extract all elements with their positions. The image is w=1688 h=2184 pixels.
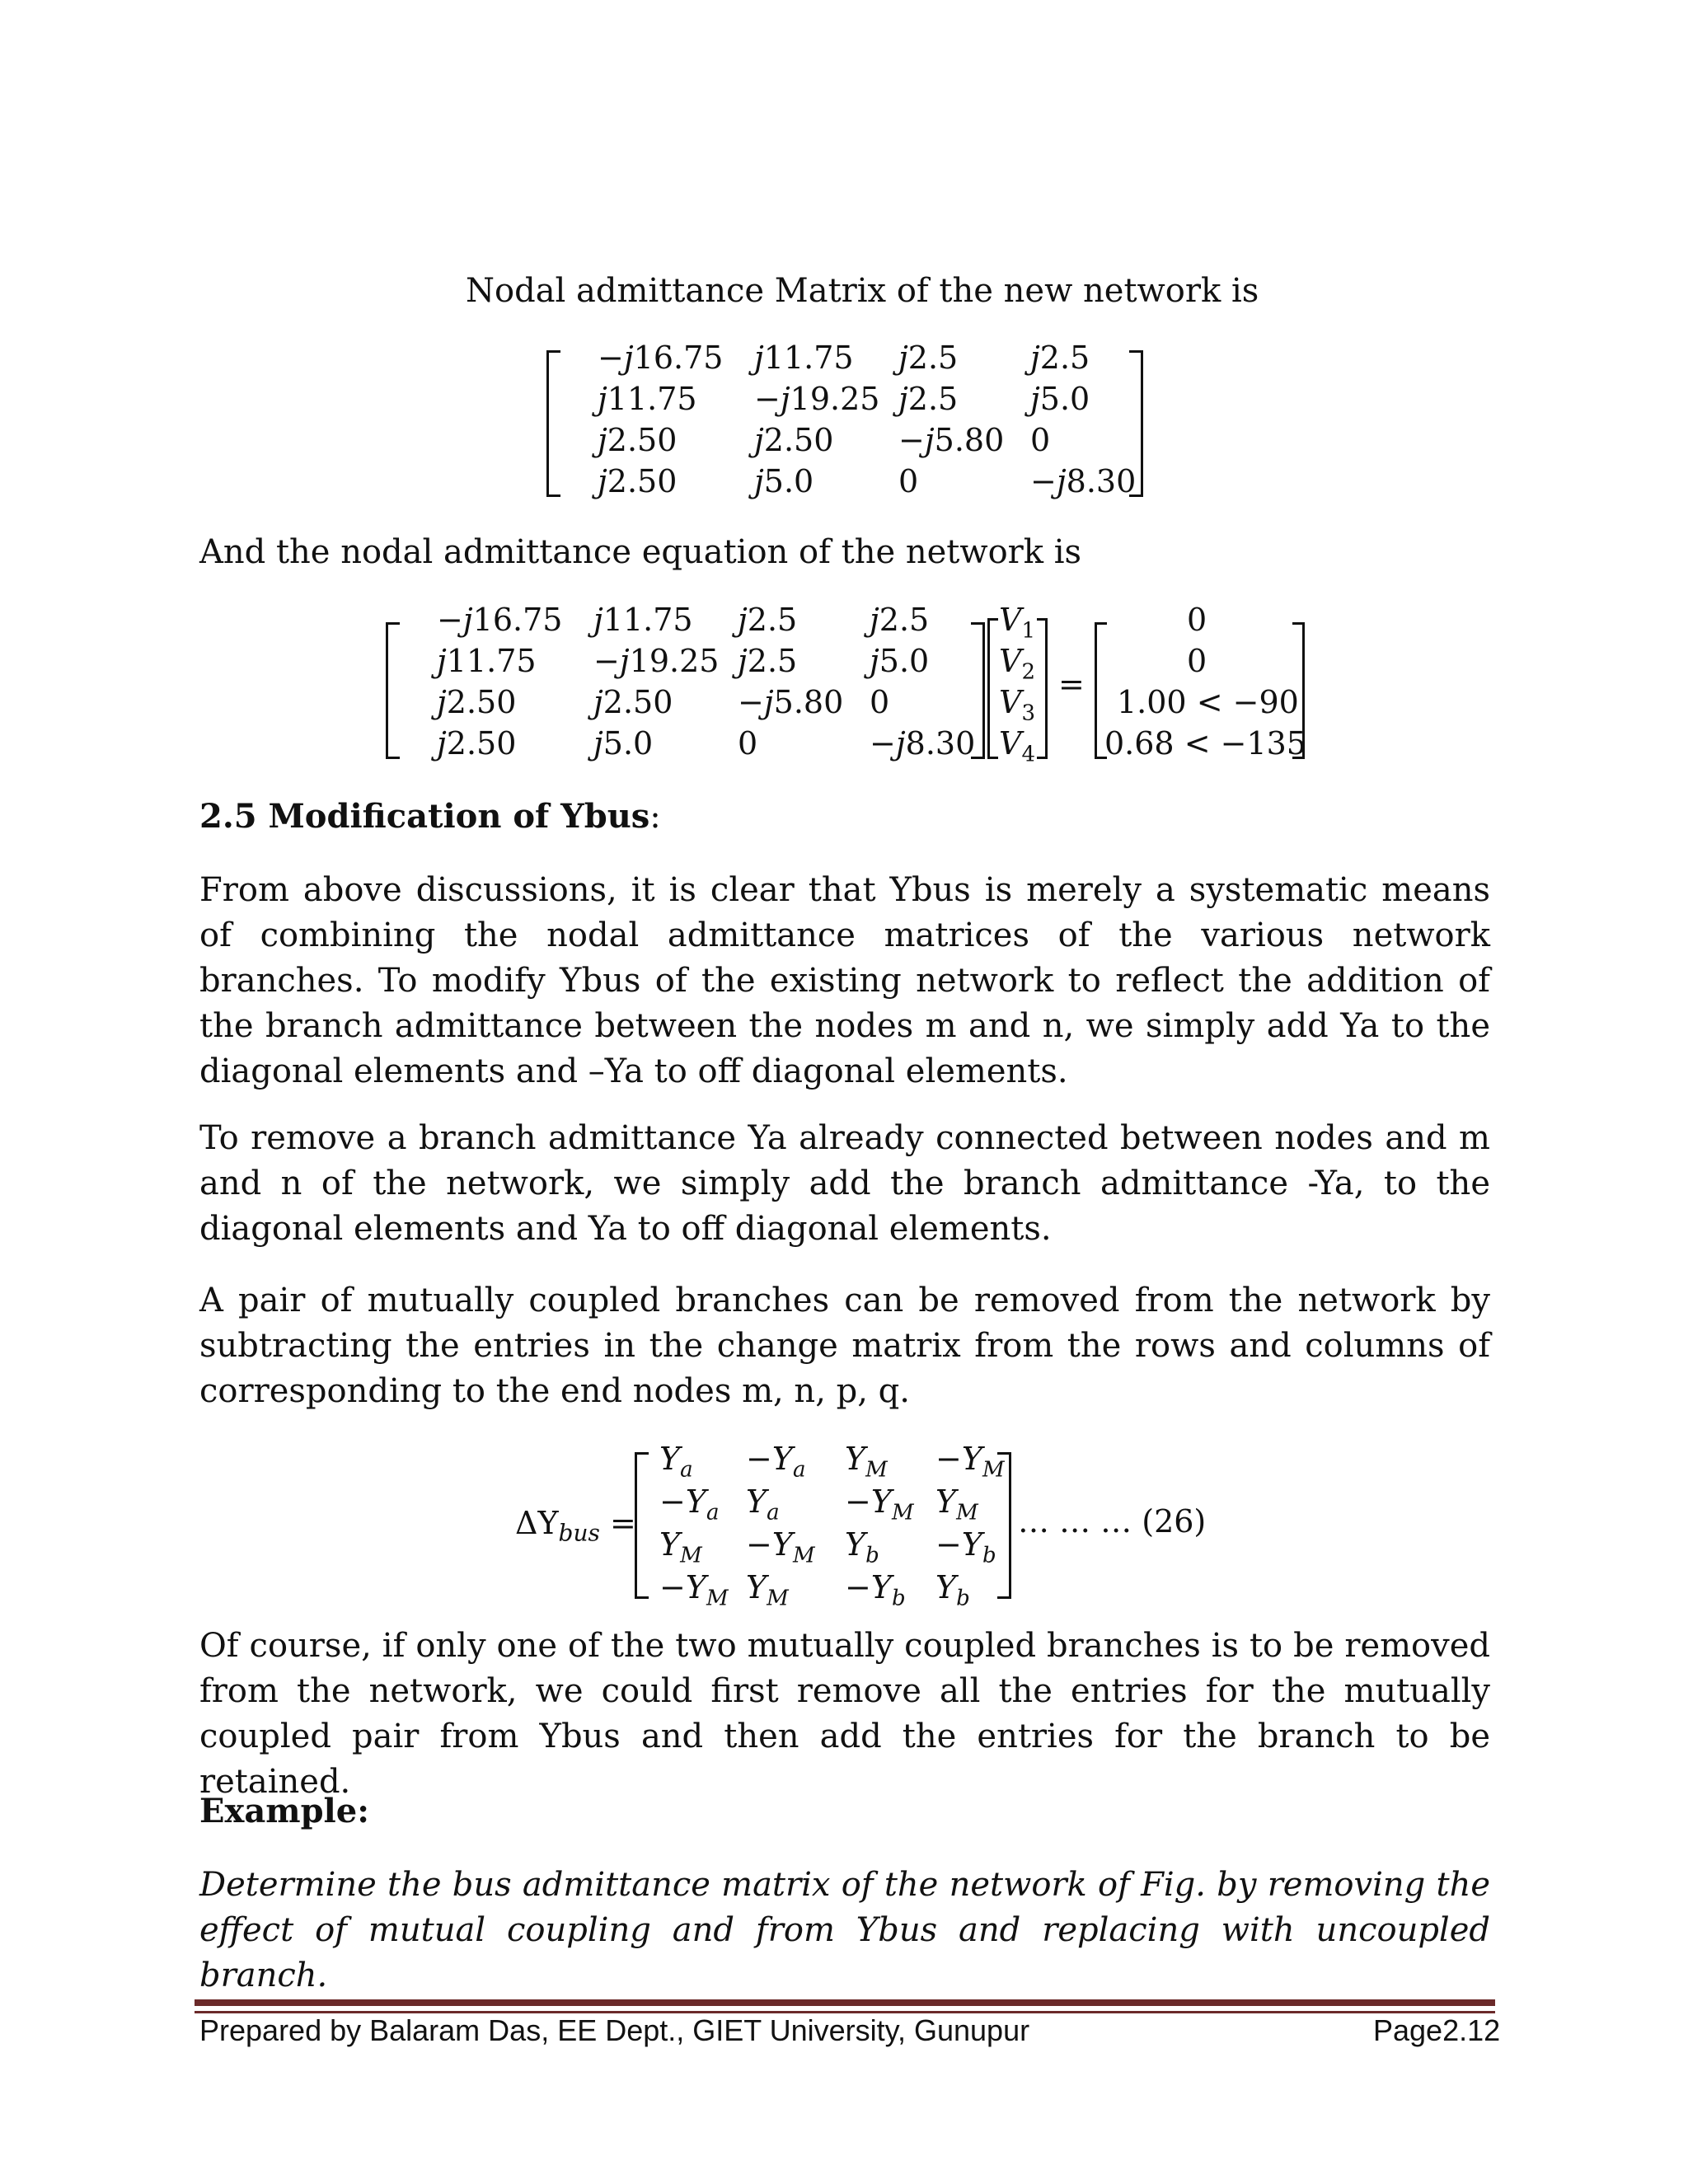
matrix1-cell: −j16.75 bbox=[598, 340, 724, 376]
current-vector-entry: 0.68 < −135 bbox=[1104, 725, 1306, 762]
matrix1-cell: j5.0 bbox=[754, 463, 814, 499]
voltage-vector-entry: $V_3$ bbox=[999, 684, 1035, 726]
matrix1-cell: j5.0 bbox=[1030, 381, 1090, 417]
equation-matrix-cell: j2.5 bbox=[738, 602, 798, 638]
equation-matrix-cell: 0 bbox=[738, 725, 758, 762]
delta-matrix-cell: $-Y_a$ bbox=[746, 1441, 806, 1483]
equals-sign: = bbox=[1058, 666, 1085, 702]
matrix1-cell: j2.50 bbox=[598, 422, 678, 458]
intro-text-2: And the nodal admittance equation of the network is bbox=[199, 533, 1082, 571]
delta-matrix-cell: $Y_a$ bbox=[746, 1483, 780, 1526]
equation-matrix-cell: j11.75 bbox=[593, 602, 693, 638]
equation-matrix-cell: j2.5 bbox=[738, 643, 798, 679]
equation-matrix-cell: −j8.30 bbox=[870, 725, 976, 762]
equation-matrix-cell: −j19.25 bbox=[593, 643, 720, 679]
delta-matrix-cell: $-Y_a$ bbox=[659, 1483, 720, 1526]
equation-matrix-cell: −j16.75 bbox=[437, 602, 563, 638]
equation-matrix-cell: j11.75 bbox=[437, 643, 537, 679]
equation-number: … … … (26) bbox=[1018, 1503, 1207, 1540]
paragraph-1: From above discussions, it is clear that Ybus is merely a systematic means of combining the nodal admittance matrices of the various network branches. To modify Ybus of the existing network to reflect the addition of the branch admittance between the nodes m and n, we simply add Ya to the diagonal elements and –Ya to off diagonal elements. bbox=[199, 871, 1490, 1090]
equation-matrix-cell: 0 bbox=[870, 684, 890, 720]
delta-matrix-cell: $Y_a$ bbox=[659, 1441, 693, 1483]
matrix1-cell: j2.5 bbox=[898, 381, 959, 417]
delta-matrix-cell: $Y_M$ bbox=[845, 1441, 888, 1483]
delta-matrix-cell: $Y_M$ bbox=[746, 1569, 789, 1611]
equation-matrix-cell: j2.50 bbox=[437, 725, 517, 762]
example-heading: Example: bbox=[199, 1792, 369, 1830]
footer-page-number: Page2.12 bbox=[1373, 2013, 1501, 2047]
delta-matrix-cell: $Y_b$ bbox=[935, 1569, 970, 1611]
voltage-vector-entry: $V_2$ bbox=[999, 643, 1035, 685]
voltage-vector-entry: $V_1$ bbox=[999, 602, 1035, 644]
section-heading-text: 2.5 Modification of Ybus bbox=[199, 797, 650, 836]
footer-rule-thick bbox=[195, 1999, 1495, 2006]
paragraph-2: To remove a branch admittance Ya already connected between nodes and m and n of the network, we simply add the branch admittance -Ya, to the diagonal elements and Ya to off diagonal elements. bbox=[199, 1119, 1490, 1248]
matrix1-cell: j11.75 bbox=[598, 381, 697, 417]
delta-ybus-lhs: $\Delta Y_{bus}$ = bbox=[515, 1505, 636, 1547]
matrix1-cell: j2.5 bbox=[898, 340, 959, 376]
matrix1-cell: −j19.25 bbox=[754, 381, 880, 417]
matrix1-cell: j2.5 bbox=[1030, 340, 1090, 376]
delta-matrix-cell: $Y_M$ bbox=[659, 1526, 702, 1568]
eq-matrix-left-bracket bbox=[386, 622, 400, 759]
vector-right-bracket bbox=[1037, 618, 1048, 759]
equation-matrix-cell: j2.5 bbox=[870, 602, 930, 638]
paragraph-3: A pair of mutually coupled branches can be removed from the network by subtracting the entries in the change matrix from the rows and columns of corresponding to the end nodes m, n, p, q. bbox=[199, 1282, 1490, 1410]
matrix1-cell: 0 bbox=[1030, 422, 1051, 458]
matrix1-cell: j2.50 bbox=[754, 422, 834, 458]
example-text: Determine the bus admittance matrix of the network of Fig. by removing the effect of mutual coupling and from Ybus and replacing with uncoupled branch. bbox=[199, 1866, 1490, 1994]
delta-matrix-cell: $-Y_M$ bbox=[746, 1526, 815, 1568]
current-vector-entry: 0 bbox=[1187, 602, 1207, 638]
delta-matrix-cell: $Y_b$ bbox=[845, 1526, 879, 1568]
equation-matrix-cell: j5.0 bbox=[593, 725, 654, 762]
matrix1-cell: −j8.30 bbox=[1030, 463, 1137, 499]
delta-matrix-cell: $-Y_M$ bbox=[659, 1569, 729, 1611]
matrix1-cell: j11.75 bbox=[754, 340, 854, 376]
vector-left-bracket bbox=[987, 618, 998, 759]
delta-matrix-cell: $-Y_M$ bbox=[845, 1483, 914, 1526]
equation-matrix-cell: −j5.80 bbox=[738, 684, 844, 720]
current-vector-entry: 0 bbox=[1187, 643, 1207, 679]
equation-matrix-cell: j2.50 bbox=[593, 684, 673, 720]
section-heading bbox=[199, 797, 661, 836]
equation-matrix-cell: j2.50 bbox=[437, 684, 517, 720]
paragraph-4: Of course, if only one of the two mutually coupled branches is to be removed from the network, we could first remove all the entries for the mutually coupled pair from Ybus and then add the entries for the branch to be retained. bbox=[199, 1627, 1490, 1801]
delta-matrix-cell: $Y_M$ bbox=[935, 1483, 978, 1526]
voltage-vector-entry: $V_4$ bbox=[999, 725, 1035, 767]
matrix1-cell: 0 bbox=[898, 463, 919, 499]
matrix1-cell: j2.50 bbox=[598, 463, 678, 499]
delta-matrix-cell: $-Y_b$ bbox=[845, 1569, 906, 1611]
matrix1-cell: −j5.80 bbox=[898, 422, 1005, 458]
section-heading-colon: : bbox=[649, 798, 661, 836]
matrix-left-bracket bbox=[546, 350, 560, 497]
intro-text-1: Nodal admittance Matrix of the new network is bbox=[466, 272, 1259, 310]
delta-matrix-cell: $-Y_M$ bbox=[935, 1441, 1005, 1483]
delta-left-bracket bbox=[635, 1452, 649, 1599]
equation-matrix-cell: j5.0 bbox=[870, 643, 930, 679]
current-vector-entry: 1.00 < −90 bbox=[1117, 684, 1299, 720]
footer-credit: Prepared by Balaram Das, EE Dept., GIET University, Gunupur bbox=[199, 2013, 1030, 2047]
delta-matrix-cell: $-Y_b$ bbox=[935, 1526, 996, 1568]
